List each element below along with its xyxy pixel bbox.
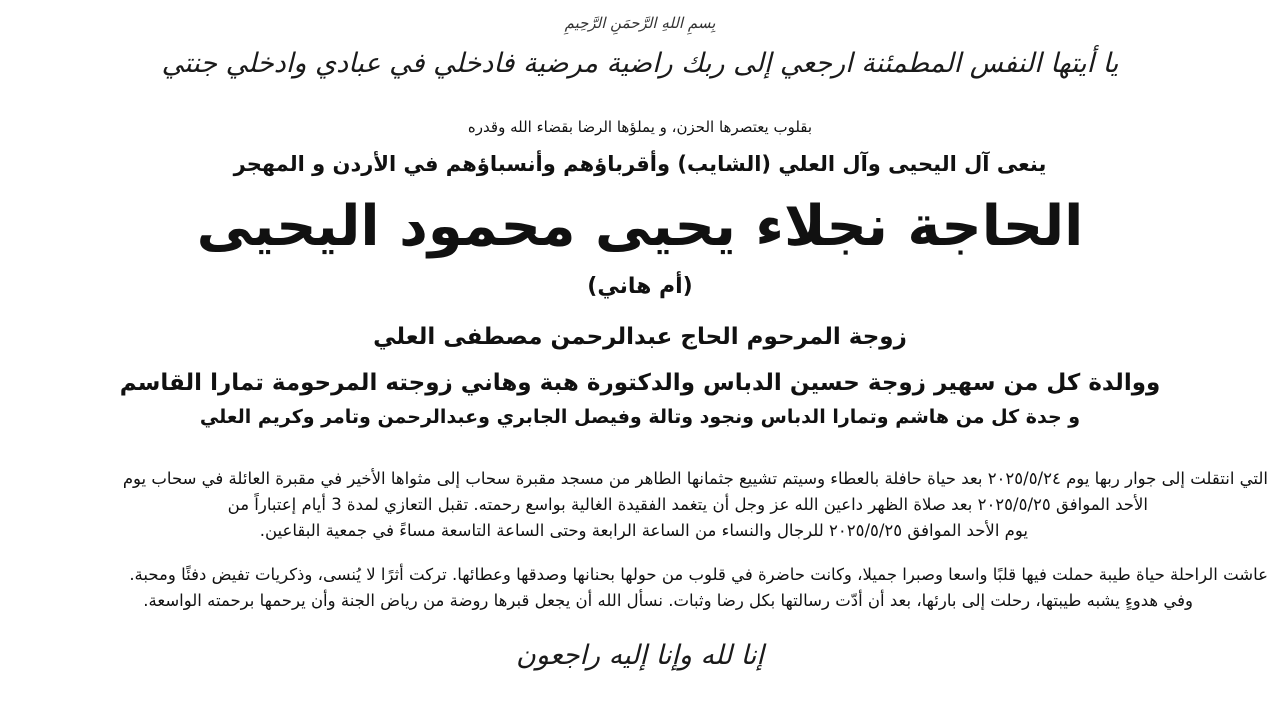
wife-of-line: زوجة المرحوم الحاج عبدالرحمن مصطفى العلي: [373, 324, 907, 350]
funeral-details-line: الأحد الموافق ٢٠٢٥/٥/٢٥ بعد صلاة الظهر داعين الله عز وجل أن يتغمد الفقيدة الغالية بواسع رحمته. تقبل التعازي لمدة 3 أيام إعتباراً من: [227, 495, 1148, 514]
funeral-details-paragraph: [10, 466, 1268, 544]
funeral-details-line: يوم الأحد الموافق ٢٠٢٥/٥/٢٥ للرجال والنساء من الساعة الرابعة وحتى الساعة التاسعة مساءً في جمعية البقاعين.: [259, 521, 1028, 540]
tribute-line: وفي هدوءٍ يشبه طيبتها، رحلت إلى بارئها، بعد أن أدّت رسالتها بكل رضا وثبات. نسأل الله أن يجعل قبرها روضة من رياض الجنة وأن يرحمها برحمته الواسعة.: [143, 591, 1193, 610]
announcement-heading: ينعى آل اليحيى وآل العلي (الشايب) وأقرباؤهم وأنسباؤهم في الأردن و المهجر: [233, 152, 1047, 176]
tribute-paragraph: [10, 562, 1268, 614]
deceased-nickname: (أم هاني): [587, 274, 693, 299]
inna-lillah-calligraphy: إنا لله وإنا إليه راجعون: [516, 640, 764, 671]
tribute-line: عاشت الراحلة حياة طيبة حملت فيها قلبًا واسعا وصبرا جميلا، وكانت حاضرة في قلوب من حولها بحنانها وصدقها وعطائها. تركت أثرًا لا يُنسى، وذكريات تفيض دفئًا ومحبة.: [129, 565, 1268, 584]
mother-of-line: ووالدة كل من سهير زوجة حسين الدباس والدكتورة هبة وهاني زوجته المرحومة تمارا القاسم: [119, 370, 1161, 396]
intro-line: بقلوب يعتصرها الحزن، و يملؤها الرضا بقضاء الله وقدره: [467, 118, 813, 136]
funeral-details-line: التي انتقلت إلى جوار ربها يوم ٢٠٢٥/٥/٢٤ بعد حياة حافلة بالعطاء وسيتم تشييع جثمانها الطاهر من مسجد مقبرة سحاب إلى مثواها الأخير في مقبرة العائلة في سحاب يوم: [122, 469, 1268, 488]
grandmother-of-line: و جدة كل من هاشم وتمارا الدباس ونجود وتالة وفيصل الجابري وعبدالرحمن وتامر وكريم العلي: [199, 406, 1081, 428]
quran-verse-calligraphy: يا أيتها النفس المطمئنة ارجعي إلى ربك راضية مرضية فادخلي في عبادي وادخلي جنتي: [161, 48, 1119, 79]
basmala-calligraphy: بِسمِ اللهِ الرَّحمَنِ الرَّحِيمِ: [564, 14, 716, 32]
deceased-name: الحاجة نجلاء يحيى محمود اليحيى: [196, 194, 1084, 259]
